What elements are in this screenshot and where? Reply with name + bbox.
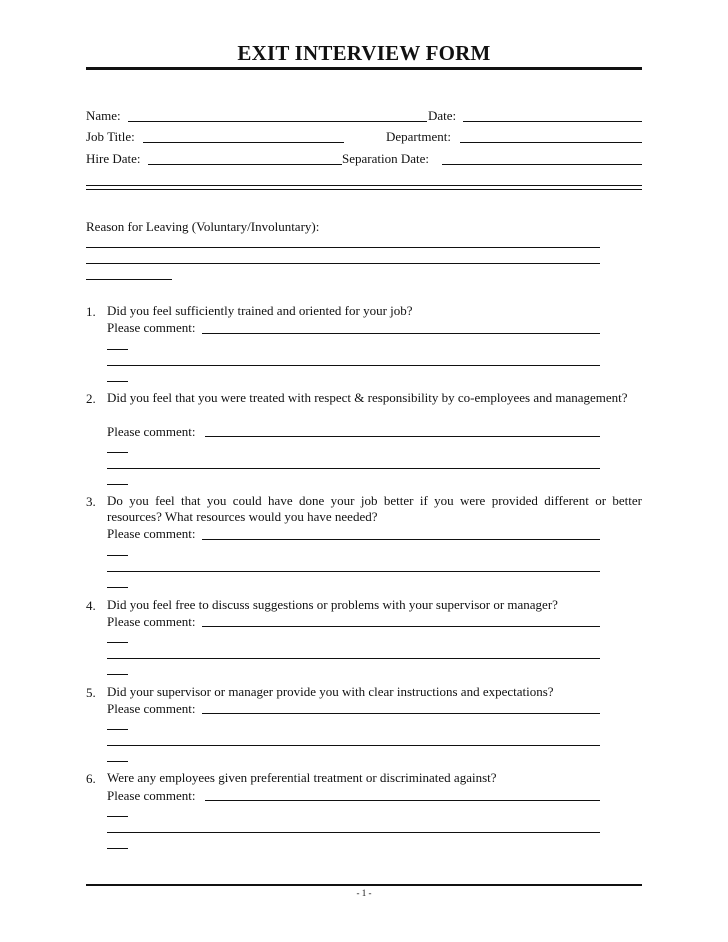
hire-date-label: Hire Date: xyxy=(86,151,141,166)
comment-line[interactable] xyxy=(107,816,128,817)
header-divider-2 xyxy=(86,189,642,190)
comment-line[interactable] xyxy=(107,484,128,485)
comment-label: Please comment: xyxy=(107,424,196,439)
department-label: Department: xyxy=(386,129,451,144)
comment-line[interactable] xyxy=(107,745,600,746)
comment-label: Please comment: xyxy=(107,788,196,803)
comment-line[interactable] xyxy=(205,800,600,801)
comment-label: Please comment: xyxy=(107,320,196,335)
comment-line[interactable] xyxy=(107,468,600,469)
comment-line[interactable] xyxy=(202,333,600,334)
question-text: Did your supervisor or manager provide you with clear instructions and expectations? xyxy=(107,684,554,699)
comment-line[interactable] xyxy=(107,587,128,588)
reason-label: Reason for Leaving (Voluntary/Involuntary): xyxy=(86,219,320,234)
comment-line[interactable] xyxy=(107,452,128,453)
comment-line[interactable] xyxy=(107,555,128,556)
comment-line[interactable] xyxy=(107,365,600,366)
comment-line[interactable] xyxy=(107,729,128,730)
comment-line[interactable] xyxy=(107,761,128,762)
comment-line[interactable] xyxy=(107,848,128,849)
question-number: 3. xyxy=(86,494,96,509)
question-number: 4. xyxy=(86,598,96,613)
comment-line[interactable] xyxy=(205,436,600,437)
comment-line[interactable] xyxy=(107,674,128,675)
page-number: - 1 - xyxy=(356,888,372,898)
footer-divider xyxy=(86,884,642,886)
comment-line[interactable] xyxy=(107,642,128,643)
title-divider xyxy=(86,67,642,70)
reason-line-3[interactable] xyxy=(86,279,172,280)
date-field[interactable] xyxy=(463,121,642,122)
reason-line-2[interactable] xyxy=(86,263,600,264)
form-title: EXIT INTERVIEW FORM xyxy=(237,41,491,65)
question-text: Did you feel sufficiently trained and oriented for your job? xyxy=(107,303,413,318)
question-number: 1. xyxy=(86,304,96,319)
question-text: Did you feel that you were treated with respect & responsibility by co-employees and management? xyxy=(107,390,628,405)
question-number: 6. xyxy=(86,771,96,786)
question-number: 2. xyxy=(86,391,96,406)
comment-line[interactable] xyxy=(202,539,600,540)
reason-line-1[interactable] xyxy=(86,247,600,248)
name-field[interactable] xyxy=(128,121,427,122)
comment-label: Please comment: xyxy=(107,614,196,629)
question-number: 5. xyxy=(86,685,96,700)
name-label: Name: xyxy=(86,108,121,123)
comment-line[interactable] xyxy=(107,571,600,572)
separation-date-field[interactable] xyxy=(442,164,642,165)
comment-line[interactable] xyxy=(107,658,600,659)
question-text: Did you feel free to discuss suggestions or problems with your supervisor or manager? xyxy=(107,597,558,612)
question-text: Do you feel that you could have done your job better if you were provided different or better resources? What resources would you have needed? xyxy=(107,493,642,524)
job-title-field[interactable] xyxy=(143,142,344,143)
comment-label: Please comment: xyxy=(107,526,196,541)
comment-label: Please comment: xyxy=(107,701,196,716)
comment-line[interactable] xyxy=(107,832,600,833)
job-title-label: Job Title: xyxy=(86,129,135,144)
hire-date-field[interactable] xyxy=(148,164,342,165)
header-divider-1 xyxy=(86,185,642,186)
question-text: Were any employees given preferential treatment or discriminated against? xyxy=(107,770,497,785)
comment-line[interactable] xyxy=(107,349,128,350)
comment-line[interactable] xyxy=(202,626,600,627)
department-field[interactable] xyxy=(460,142,642,143)
separation-date-label: Separation Date: xyxy=(342,151,429,166)
date-label: Date: xyxy=(428,108,457,123)
comment-line[interactable] xyxy=(107,381,128,382)
comment-line[interactable] xyxy=(202,713,600,714)
